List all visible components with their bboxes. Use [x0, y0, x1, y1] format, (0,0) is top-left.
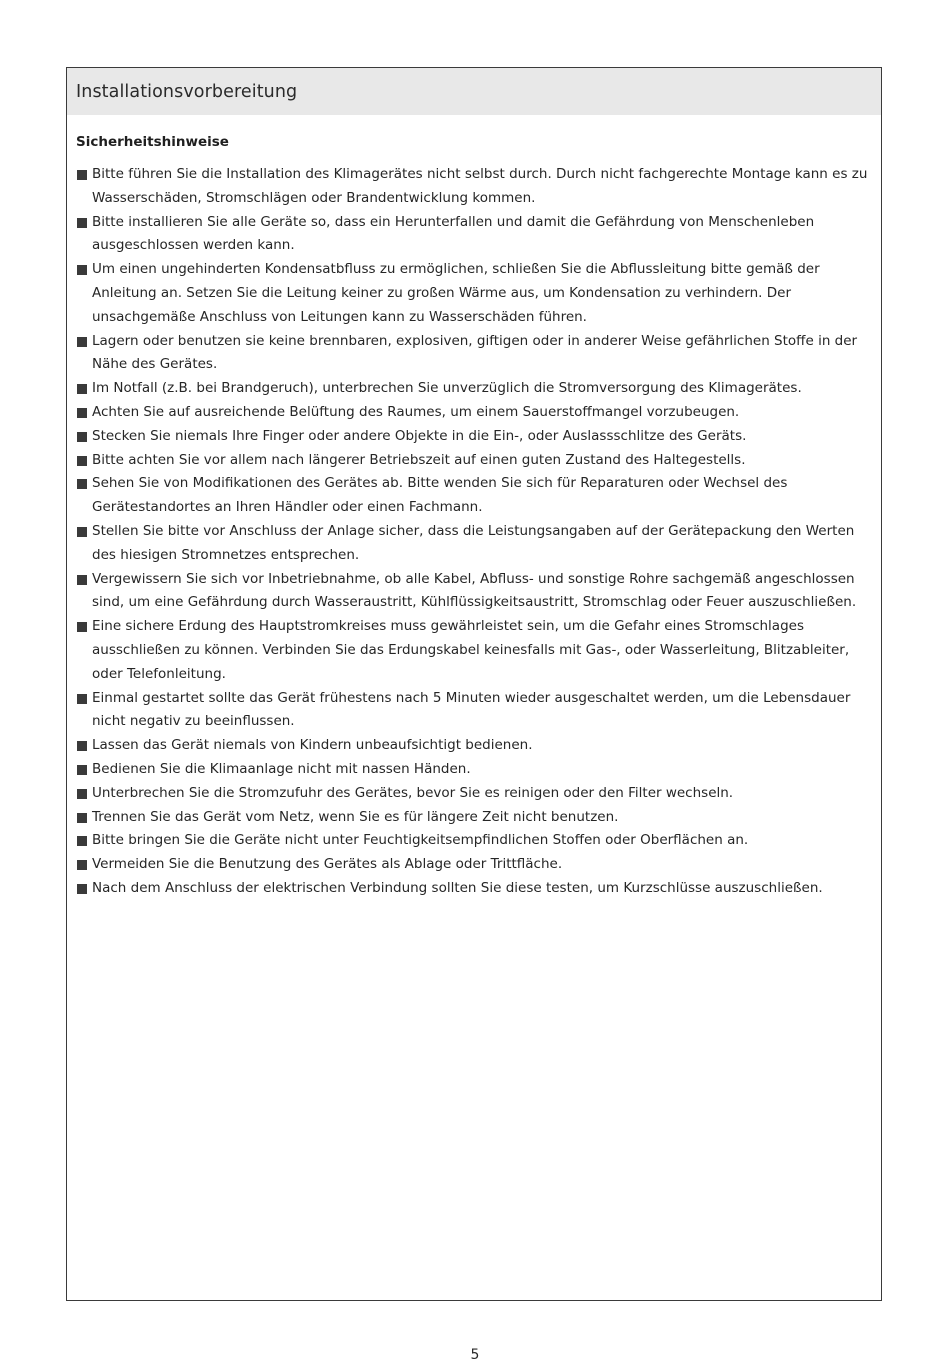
- safety-note-text: Um einen ungehinderten Kondensatbfluss zu ermöglichen, schließen Sie die Abflussleitung bitte gemäß der Anleitung an. Setzen Sie die Leitung keiner zu großen Wärme aus, um Kondensation zu verhindern. Der unsachgemäße Anschluss von Leitungen kann zu Wasserschäden führen.: [92, 261, 820, 325]
- safety-note-text: Vergewissern Sie sich vor Inbetriebnahme, ob alle Kabel, Abfluss- und sonstige Rohre sachgemäß angeschlossen sind, um eine Gefährdung durch Wasseraustritt, Kühlflüssigkeitsaustritt, Stromschlag oder Feuer auszuschließen.: [92, 570, 857, 611]
- square-bullet-icon: [77, 884, 87, 894]
- safety-note: [76, 782, 873, 806]
- safety-note: [76, 472, 873, 520]
- safety-note: [76, 401, 873, 425]
- safety-note: [76, 877, 873, 901]
- square-bullet-icon: [77, 836, 87, 846]
- safety-note: [76, 615, 873, 686]
- safety-note-text: Sehen Sie von Modifikationen des Gerätes ab. Bitte wenden Sie sich für Reparaturen oder Wechsel des Gerätestandortes an Ihren Händler oder einen Fachmann.: [92, 475, 788, 516]
- section-body: [67, 115, 881, 901]
- square-bullet-icon: [77, 527, 87, 537]
- safety-note: [76, 211, 873, 259]
- safety-note: [76, 806, 873, 830]
- content-frame: [66, 67, 882, 1301]
- safety-note-text: Bitte installieren Sie alle Geräte so, dass ein Herunterfallen und damit die Gefährdung von Menschenleben ausgeschlossen werden kann.: [92, 213, 815, 254]
- section-header: [67, 68, 881, 115]
- safety-note-text: Vermeiden Sie die Benutzung des Gerätes als Ablage oder Trittfläche.: [92, 856, 563, 873]
- safety-note-text: Unterbrechen Sie die Stromzufuhr des Gerätes, bevor Sie es reinigen oder den Filter wechseln.: [92, 784, 734, 801]
- square-bullet-icon: [77, 218, 87, 228]
- square-bullet-icon: [77, 741, 87, 751]
- safety-note-text: Im Notfall (z.B. bei Brandgeruch), unterbrechen Sie unverzüglich die Stromversorgung des Klimagerätes.: [92, 380, 802, 397]
- safety-note: [76, 258, 873, 329]
- safety-note-text: Bitte bringen Sie die Geräte nicht unter Feuchtigkeitsempfindlichen Stoffen oder Oberflächen an.: [92, 832, 749, 849]
- square-bullet-icon: [77, 622, 87, 632]
- section-title: Installationsvorbereitung: [76, 81, 298, 102]
- safety-note: [76, 163, 873, 211]
- square-bullet-icon: [77, 432, 87, 442]
- safety-note: [76, 734, 873, 758]
- safety-note-text: Bitte führen Sie die Installation des Klimagerätes nicht selbst durch. Durch nicht fachgerechte Montage kann es zu Wasserschäden, Stromschlägen oder Brandentwicklung kommen.: [92, 166, 868, 206]
- safety-note: [76, 377, 873, 401]
- safety-note-text: Nach dem Anschluss der elektrischen Verbindung sollten Sie diese testen, um Kurzschlüsse auszuschließen.: [92, 879, 823, 896]
- safety-note-text: Einmal gestartet sollte das Gerät frühestens nach 5 Minuten wieder ausgeschaltet werden, um die Lebensdauer nicht negativ zu beeinflussen.: [92, 689, 851, 730]
- safety-note: [76, 520, 873, 568]
- square-bullet-icon: [77, 384, 87, 394]
- square-bullet-icon: [77, 765, 87, 775]
- safety-note: [76, 829, 873, 853]
- safety-note: [76, 425, 873, 449]
- safety-note: [76, 758, 873, 782]
- square-bullet-icon: [77, 694, 87, 704]
- safety-note: [76, 568, 873, 616]
- square-bullet-icon: [77, 575, 87, 585]
- safety-note-text: Trennen Sie das Gerät vom Netz, wenn Sie es für längere Zeit nicht benutzen.: [92, 808, 619, 825]
- safety-notes-list: [76, 163, 873, 901]
- square-bullet-icon: [77, 860, 87, 870]
- square-bullet-icon: [77, 813, 87, 823]
- safety-note: [76, 449, 873, 473]
- safety-note-text: Lagern oder benutzen sie keine brennbaren, explosiven, giftigen oder in anderer Weise gefährlichen Stoffe in der Nähe des Gerätes.: [92, 332, 858, 373]
- safety-note: [76, 687, 873, 735]
- safety-note-text: Bedienen Sie die Klimaanlage nicht mit nassen Händen.: [92, 760, 471, 777]
- page-number: 5: [470, 1347, 480, 1363]
- safety-subheading: Sicherheitshinweise: [76, 134, 229, 150]
- safety-note-text: Achten Sie auf ausreichende Belüftung des Raumes, um einem Sauerstoffmangel vorzubeugen.: [92, 403, 740, 420]
- safety-note-text: Lassen das Gerät niemals von Kindern unbeaufsichtigt bedienen.: [92, 737, 533, 754]
- square-bullet-icon: [77, 265, 87, 275]
- square-bullet-icon: [77, 789, 87, 799]
- safety-note: [76, 330, 873, 378]
- safety-note-text: Bitte achten Sie vor allem nach längerer Betriebszeit auf einen guten Zustand des Haltegestells.: [92, 451, 746, 468]
- safety-note: [76, 853, 873, 877]
- square-bullet-icon: [77, 170, 87, 180]
- safety-note-text: Stellen Sie bitte vor Anschluss der Anlage sicher, dass die Leistungsangaben auf der Gerätepackung den Werten des hiesigen Stromnetzes entsprechen.: [92, 522, 855, 563]
- square-bullet-icon: [77, 479, 87, 489]
- square-bullet-icon: [77, 456, 87, 466]
- square-bullet-icon: [77, 408, 87, 418]
- safety-note-text: Stecken Sie niemals Ihre Finger oder andere Objekte in die Ein-, oder Auslassschlitze des Geräts.: [92, 427, 747, 444]
- safety-note-text: Eine sichere Erdung des Hauptstromkreises muss gewährleistet sein, um die Gefahr eines Stromschlages ausschließen zu können. Verbinden Sie das Erdungskabel keinesfalls mit Gas-, oder Wasserleitung, Blitzableiter, oder Telefonleitung.: [92, 618, 850, 682]
- square-bullet-icon: [77, 337, 87, 347]
